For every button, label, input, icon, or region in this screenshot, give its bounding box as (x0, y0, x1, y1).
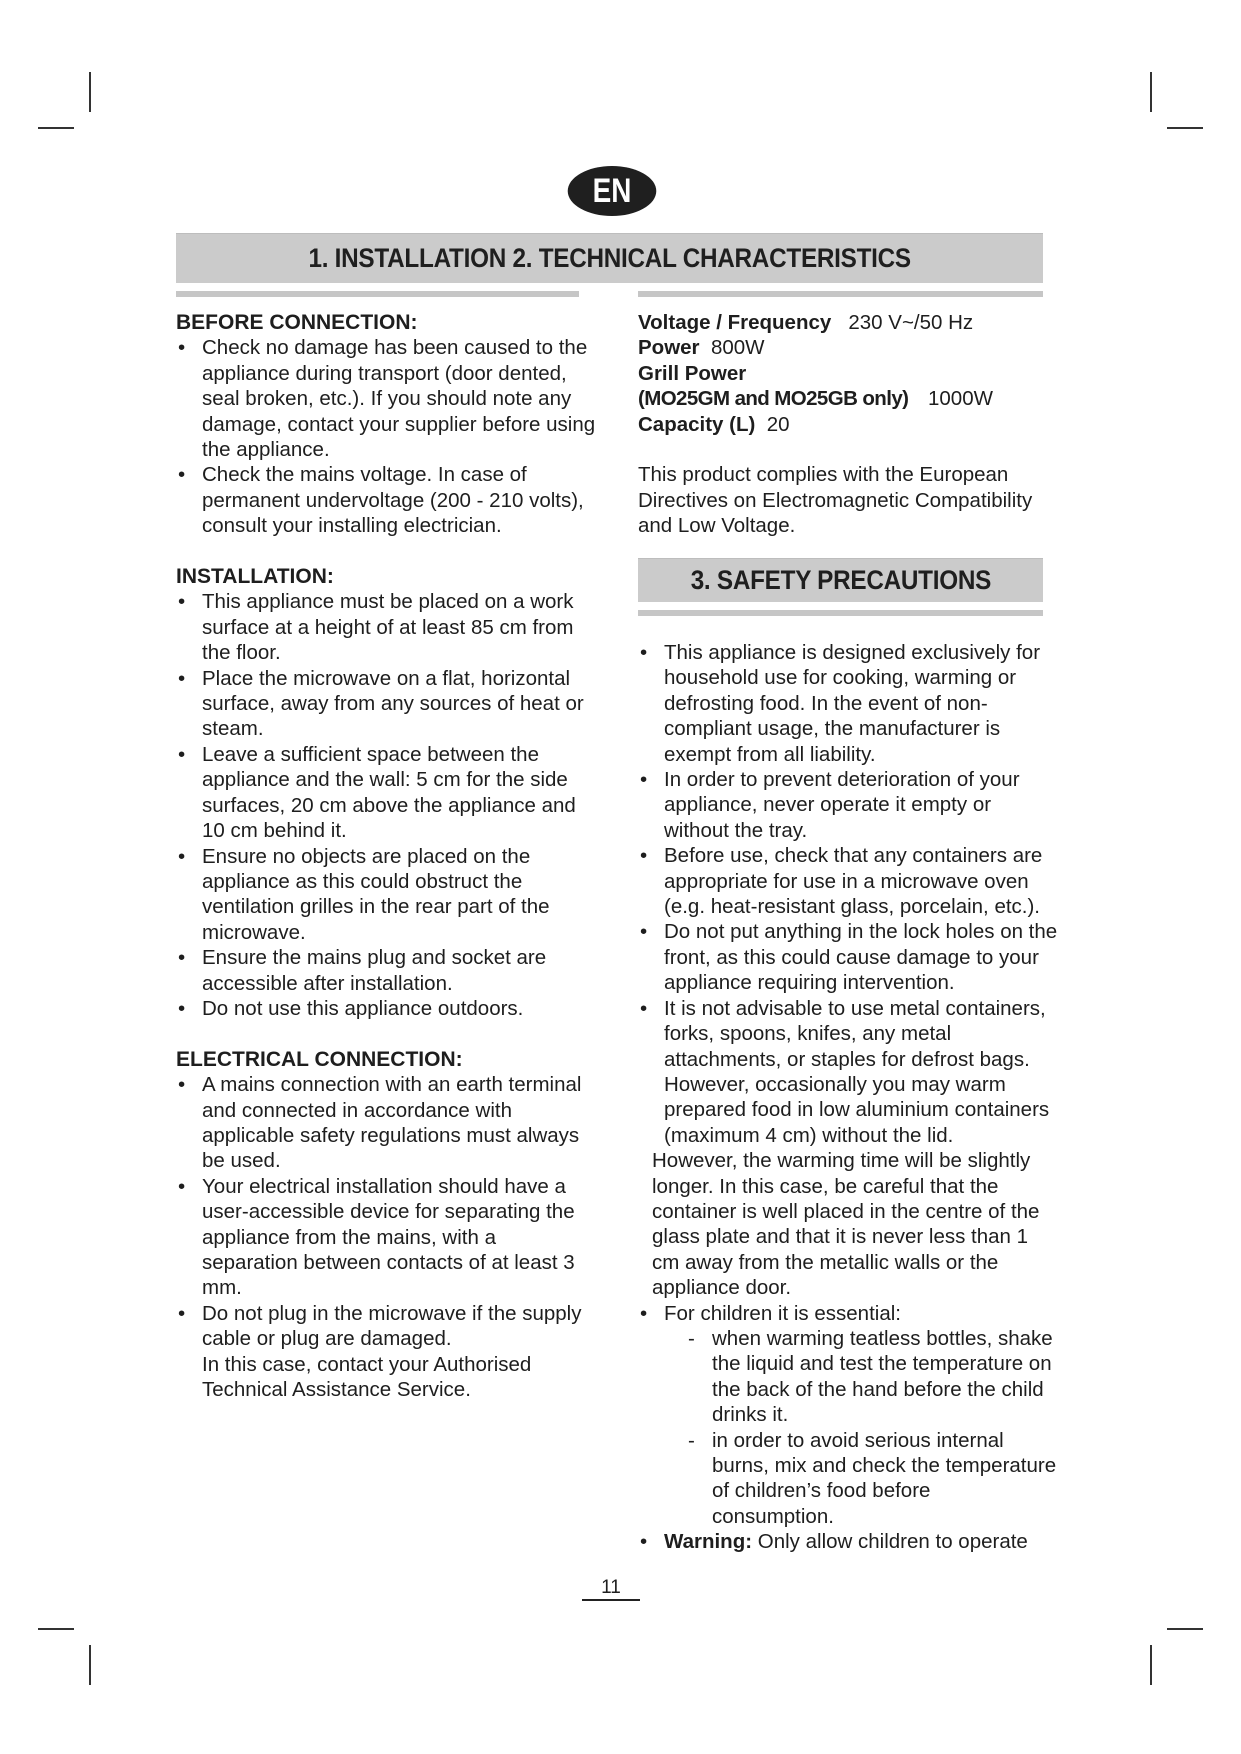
safety-header-band (638, 558, 1043, 602)
before-connection-list (176, 335, 596, 538)
power-row (638, 335, 1058, 360)
list-item-text: • Do not plug in the microwave if the supply cable or plug are damaged. (202, 1301, 582, 1351)
list-item: • Check the mains voltage. In case of permanent undervoltage (200 - 210 volts), consult your installing electrician. (176, 462, 596, 538)
header-rule-right (638, 291, 1043, 297)
voltage-label: Voltage / Frequency (638, 311, 832, 334)
grill-models: (MO25GM and MO25GB only) (638, 387, 909, 411)
crop-mark (89, 72, 91, 112)
left-column (176, 310, 596, 1402)
voltage-value: 230 V~/50 Hz (848, 311, 974, 334)
crop-mark (1167, 1628, 1203, 1630)
capacity-label: Capacity (L) (638, 412, 756, 436)
list-item: • Before use, check that any containers are appropriate for use in a microwave oven (e.g. heat-resistant glass, porcelain, etc.). (638, 843, 1058, 919)
warning-text: Only allow children to operate (757, 1530, 1028, 1554)
list-item: • Leave a sufficient space between the appliance and the wall: 5 cm for the side surfaces, 20 cm above the appliance and 10 cm behind it. (176, 742, 596, 844)
list-item: • It is not advisable to use metal containers, forks, spoons, knifes, any metal attachments, or staples for defrost bags. However, occasionally you may warm prepared food in low aluminium containers (maximum 4 cm) without the lid. (638, 996, 1058, 1148)
capacity-row (638, 412, 1058, 437)
crop-mark (38, 1628, 74, 1630)
grill-models-row (638, 386, 1058, 411)
crop-mark (1150, 1645, 1152, 1685)
capacity-value: 20 (766, 412, 790, 436)
list-item: • A mains connection with an earth terminal and connected in accordance with applicable safety regulations must always be used. (176, 1072, 596, 1174)
language-badge: EN (568, 166, 657, 216)
crop-mark (89, 1645, 91, 1685)
safety-rule (638, 610, 1043, 616)
electrical-connection-list (176, 1072, 596, 1402)
list-item (638, 1529, 1058, 1554)
list-item: • In order to prevent deterioration of your appliance, never operate it empty or without the tray. (638, 767, 1058, 843)
dash-marker: - (688, 1428, 695, 1452)
children-subitem: - when warming teatless bottles, shake the liquid and test the temperature on the back of the hand before the child drinks it. (688, 1326, 1053, 1427)
list-item: • This appliance is designed exclusively for household use for cooking, warming or defrosting food. In the event of non-compliant usage, the manufacturer is exempt from all liability. (638, 640, 1058, 767)
power-value: 800W (710, 336, 765, 360)
voltage-row (638, 310, 1058, 335)
list-item: • This appliance must be placed on a work surface at a height of at least 85 cm from the floor. (176, 589, 596, 665)
however-text: However, the warming time will be slightly longer. In this case, be careful that the container is well placed in the centre of the glass plate and that it is never less than 1 cm away from the metallic walls or the appliance door. (652, 1149, 1040, 1300)
crop-mark (38, 127, 74, 129)
list-item: • Do not put anything in the lock holes on the front, as this could cause damage to your appliance requiring intervention. (638, 919, 1058, 995)
before-connection-heading: BEFORE CONNECTION: (176, 311, 418, 334)
children-list (638, 1301, 1058, 1555)
list-item: • Ensure no objects are placed on the appliance as this could obstruct the ventilation grilles in the rear part of the microwave. (176, 844, 596, 946)
list-item (638, 1301, 1058, 1530)
list-item: • Place the microwave on a flat, horizontal surface, away from any sources of heat or steam. (176, 666, 596, 742)
installation-heading: INSTALLATION: (176, 565, 334, 589)
list-item (176, 1301, 596, 1403)
crop-mark (1167, 127, 1203, 129)
grill-value: 1000W (928, 387, 993, 411)
safety-list (638, 640, 1058, 1148)
grill-row (638, 361, 1058, 386)
header-rule-left (176, 291, 579, 297)
crop-mark (1150, 72, 1152, 112)
children-intro: • For children it is essential: (664, 1301, 901, 1325)
power-label: Power (638, 336, 700, 360)
specs-block (638, 310, 1058, 539)
warning-label: Warning: (664, 1530, 753, 1554)
list-item-continuation: In this case, contact your Authorised Technical Assistance Service. (202, 1352, 532, 1402)
compliance-text: This product complies with the European Directives on Electromagnetic Compatibility and Low Voltage. (638, 463, 1033, 538)
safety-header-title: 3. SAFETY PRECAUTIONS (690, 565, 991, 595)
dash-marker: - (688, 1326, 695, 1350)
section-header-title: 1. INSTALLATION 2. TECHNICAL CHARACTERISTICS (308, 243, 911, 273)
children-subitem: - in order to avoid serious internal burns, mix and check the temperature of children’s food before consumption. (688, 1428, 1057, 1528)
list-item: • Do not use this appliance outdoors. (176, 996, 596, 1021)
list-item: • Check no damage has been caused to the appliance during transport (door dented, seal broken, etc.). If you should note any damage, contact your supplier before using the appliance. (176, 335, 596, 462)
page-number: 11 (582, 1577, 640, 1601)
electrical-connection-heading: ELECTRICAL CONNECTION: (176, 1047, 463, 1071)
section-header-band (176, 233, 1043, 283)
safety-column (638, 640, 1058, 1555)
installation-list (176, 589, 596, 1021)
list-item: • Ensure the mains plug and socket are accessible after installation. (176, 945, 596, 996)
grill-label: Grill Power (638, 361, 747, 385)
list-item: • Your electrical installation should have a user-accessible device for separating the appliance from the mains, with a separation between contacts of at least 3 mm. (176, 1174, 596, 1301)
